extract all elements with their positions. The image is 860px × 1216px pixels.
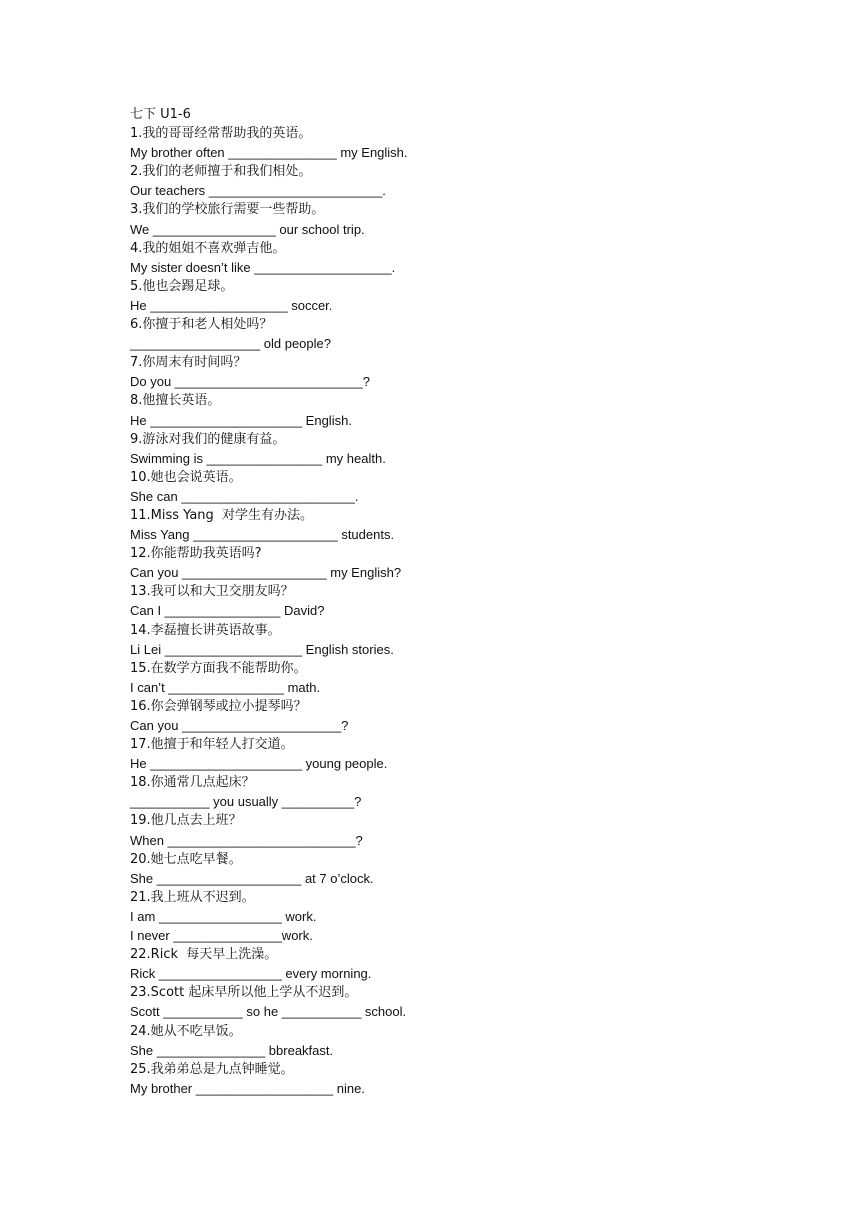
question-16-chinese: 16.你会弹钢琴或拉小提琴吗？ [130, 698, 307, 714]
question-25-chinese: 25.我弟弟总是九点钟睡觉。 [130, 1061, 294, 1077]
question-25-english: My brother ___________________ nine. [130, 1080, 365, 1096]
question-13-chinese: 13.我可以和大卫交朋友吗？ [130, 584, 294, 600]
question-22-english: Rick _________________ every morning. [130, 966, 372, 982]
question-24-english: She _______________ bbreakfast. [130, 1042, 334, 1058]
question-19-english: When __________________________? [130, 832, 363, 848]
question-17-english: He _____________________ young people. [130, 756, 388, 772]
question-9-chinese: 9.游泳对我们的健康有益。 [130, 431, 286, 447]
question-18-chinese: 18.你通常几点起床？ [130, 775, 255, 791]
worksheet [130, 105, 830, 1098]
question-6-english: __________________ old people? [130, 336, 331, 352]
question-12-english: Can you ____________________ my English? [130, 565, 402, 581]
question-22-chinese: 22.Rick 每天早上洗澡。 [130, 947, 278, 963]
question-4-chinese: 4.我的姐姐不喜欢弹吉他。 [130, 240, 286, 256]
question-1-english: My brother often _______________ my English. [130, 145, 408, 161]
question-11-english: Miss Yang ____________________ students. [130, 527, 395, 543]
question-9-english: Swimming is ________________ my health. [130, 450, 386, 466]
question-18-english: ___________ you usually __________? [130, 794, 362, 810]
question-5-chinese: 5.他也会踢足球。 [130, 278, 234, 294]
question-8-english: He _____________________ English. [130, 412, 352, 428]
question-2-english: Our teachers ________________________. [130, 183, 386, 199]
question-21-english-b: I never _______________work. [130, 928, 313, 944]
question-1-chinese: 1.我的哥哥经常帮助我的英语。 [130, 126, 312, 142]
question-21-english-a: I am _________________ work. [130, 908, 317, 924]
question-16-english: Can you ______________________? [130, 718, 349, 733]
question-2-chinese: 2.我们的老师擅于和我们相处。 [130, 164, 312, 180]
question-19-chinese: 19.他几点去上班？ [130, 813, 242, 829]
question-3-english: We _________________ our school trip. [130, 221, 365, 237]
question-17-chinese: 17.他擅于和年轻人打交道。 [130, 737, 294, 753]
question-11-chinese: 11.Miss Yang 对学生有办法。 [130, 507, 314, 523]
question-13-english: Can I ________________ David? [130, 603, 325, 619]
question-7-english: Do you __________________________? [130, 374, 371, 390]
question-15-chinese: 15.在数学方面我不能帮助你。 [130, 660, 307, 676]
question-14-chinese: 14.李磊擅长讲英语故事。 [130, 622, 281, 638]
question-20-english: She ____________________ at 7 o’clock. [130, 870, 374, 886]
question-3-chinese: 3.我们的学校旅行需要一些帮助。 [130, 202, 325, 218]
question-24-chinese: 24.她从不吃早饭。 [130, 1023, 242, 1039]
question-10-english: She can ________________________. [130, 488, 359, 504]
question-12-chinese: 12.你能帮助我英语吗? [130, 546, 262, 562]
question-23-english: Scott ___________ so he ___________ school. [130, 1004, 407, 1020]
question-14-english: Li Lei ___________________ English stories. [130, 641, 394, 657]
question-21-chinese: 21.我上班从不迟到。 [130, 889, 255, 905]
question-20-chinese: 20.她七点吃早餐。 [130, 851, 242, 867]
question-7-chinese: 7.你周末有时间吗？ [130, 355, 247, 371]
question-8-chinese: 8.他擅长英语。 [130, 393, 221, 409]
question-15-english: I can’t ________________ math. [130, 679, 321, 695]
question-10-chinese: 10.她也会说英语。 [130, 469, 242, 485]
question-4-english: My sister doesn’t like ___________________. [130, 259, 396, 275]
question-6-chinese: 6.你擅于和老人相处吗？ [130, 317, 273, 333]
question-23-chinese: 23.Scott 起床早所以他上学从不迟到。 [130, 985, 358, 1001]
page-title: 七下 U1-6 [130, 107, 191, 122]
question-5-english: He ___________________ soccer. [130, 297, 333, 313]
